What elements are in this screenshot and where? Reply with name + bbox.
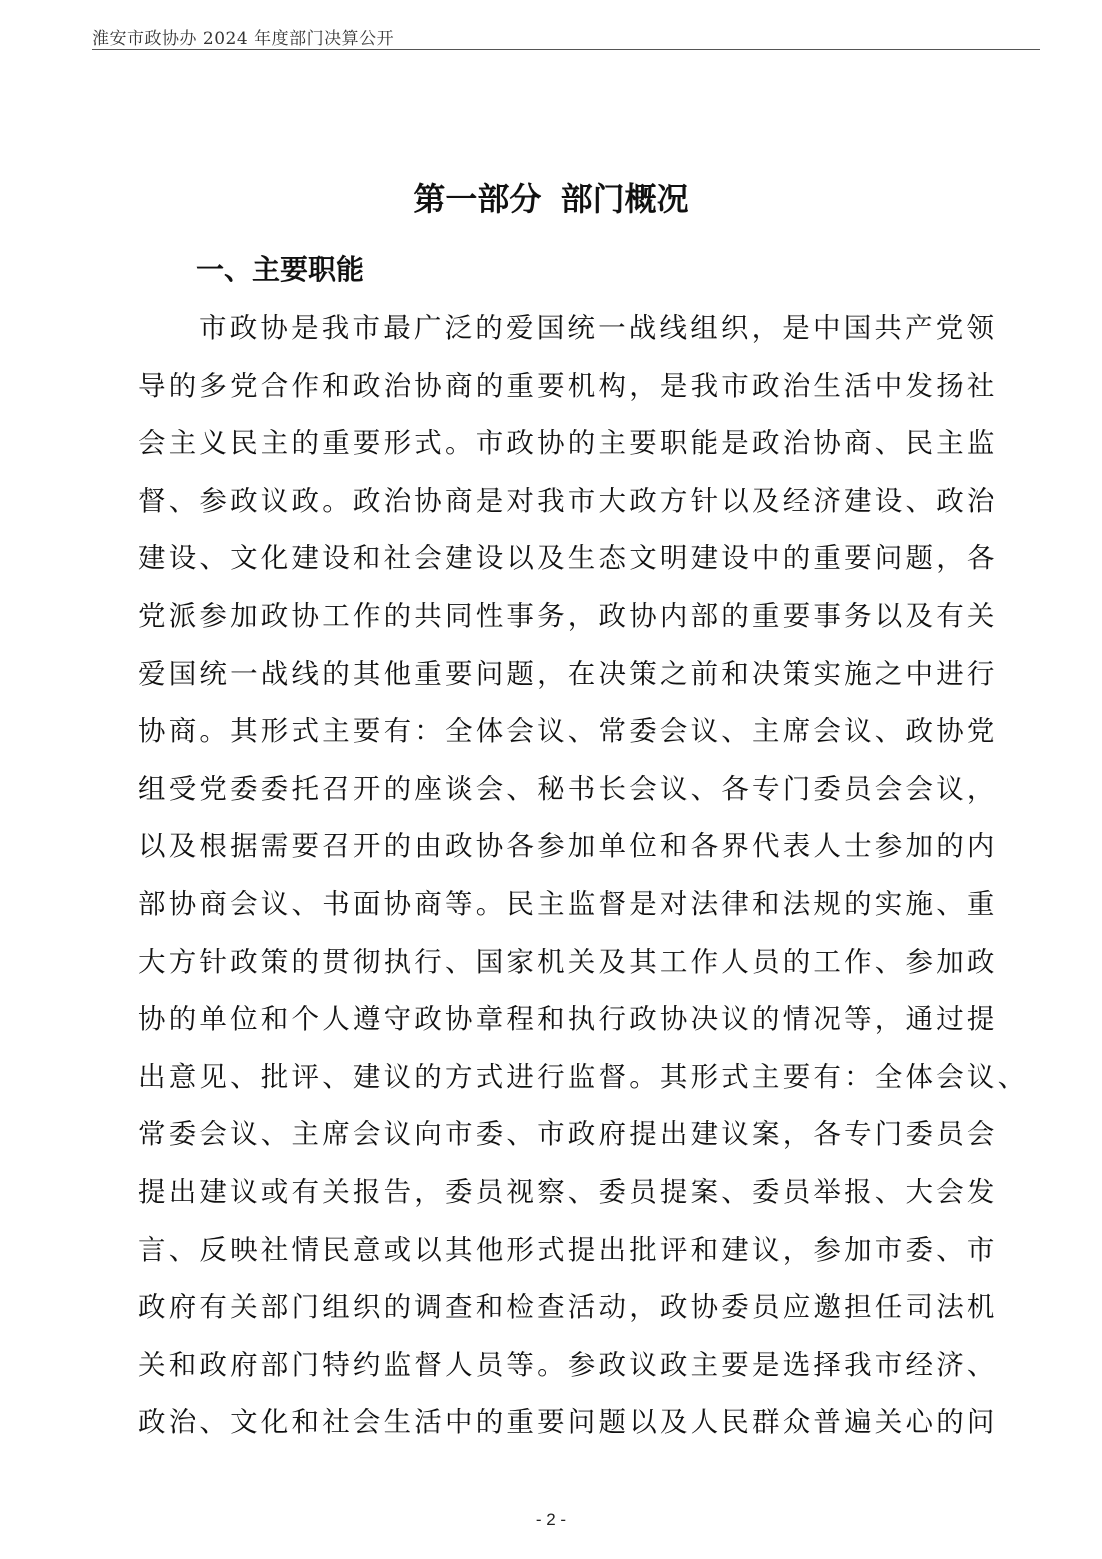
paragraph-line: 言、反映社情民意或以其他形式提出批评和建议，参加市委、市 (138, 1233, 998, 1266)
paragraph-line: 出意见、批评、建议的方式进行监督。其形式主要有：全体会议、 (138, 1060, 1029, 1093)
paragraph-line: 爱国统一战线的其他重要问题，在决策之前和决策实施之中进行 (138, 657, 998, 690)
paragraph-line: 提出建议或有关报告，委员视察、委员提案、委员举报、大会发 (138, 1175, 998, 1208)
paragraph-line: 会主义民主的重要形式。市政协的主要职能是政治协商、民主监 (138, 427, 998, 460)
section-heading: 一、主要职能 (196, 253, 365, 286)
header-divider (92, 49, 1040, 50)
page-number: - 2 - (535, 1510, 567, 1529)
paragraph-line: 组受党委委托召开的座谈会、秘书长会议、各专门委员会会议， (138, 772, 998, 805)
running-header: 淮安市政协办 2024 年度部门决算公开 (92, 29, 395, 49)
paragraph-line: 关和政府部门特约监督人员等。参政议政主要是选择我市经济、 (138, 1348, 998, 1381)
body-paragraph (138, 304, 1029, 1456)
paragraph-line: 大方针政策的贯彻执行、国家机关及其工作人员的工作、参加政 (138, 945, 998, 978)
paragraph-line: 督、参政议政。政治协商是对我市大政方针以及经济建设、政治 (138, 484, 998, 517)
paragraph-line: 以及根据需要召开的由政协各参加单位和各界代表人士参加的内 (138, 830, 998, 863)
paragraph-line: 常委会议、主席会议向市委、市政府提出建议案，各专门委员会 (138, 1118, 998, 1151)
paragraph-line: 政府有关部门组织的调查和检查活动，政协委员应邀担任司法机 (138, 1291, 998, 1324)
paragraph-line: 政治、文化和社会生活中的重要问题以及人民群众普遍关心的问 (138, 1406, 998, 1439)
paragraph-line: 建设、文化建设和社会建设以及生态文明建设中的重要问题，各 (138, 542, 998, 575)
paragraph-line: 党派参加政协工作的共同性事务，政协内部的重要事务以及有关 (138, 599, 998, 632)
paragraph-line: 市政协是我市最广泛的爱国统一战线组织，是中国共产党领 (199, 312, 998, 344)
paragraph-line: 部协商会议、书面协商等。民主监督是对法律和法规的实施、重 (138, 887, 998, 920)
paragraph-line: 导的多党合作和政治协商的重要机构，是我市政治生活中发扬社 (138, 369, 998, 402)
paragraph-line: 协的单位和个人遵守政协章程和执行政协决议的情况等，通过提 (138, 1003, 998, 1036)
page-title: 第一部分 部门概况 (413, 180, 689, 218)
paragraph-line: 协商。其形式主要有：全体会议、常委会议、主席会议、政协党 (138, 715, 998, 748)
